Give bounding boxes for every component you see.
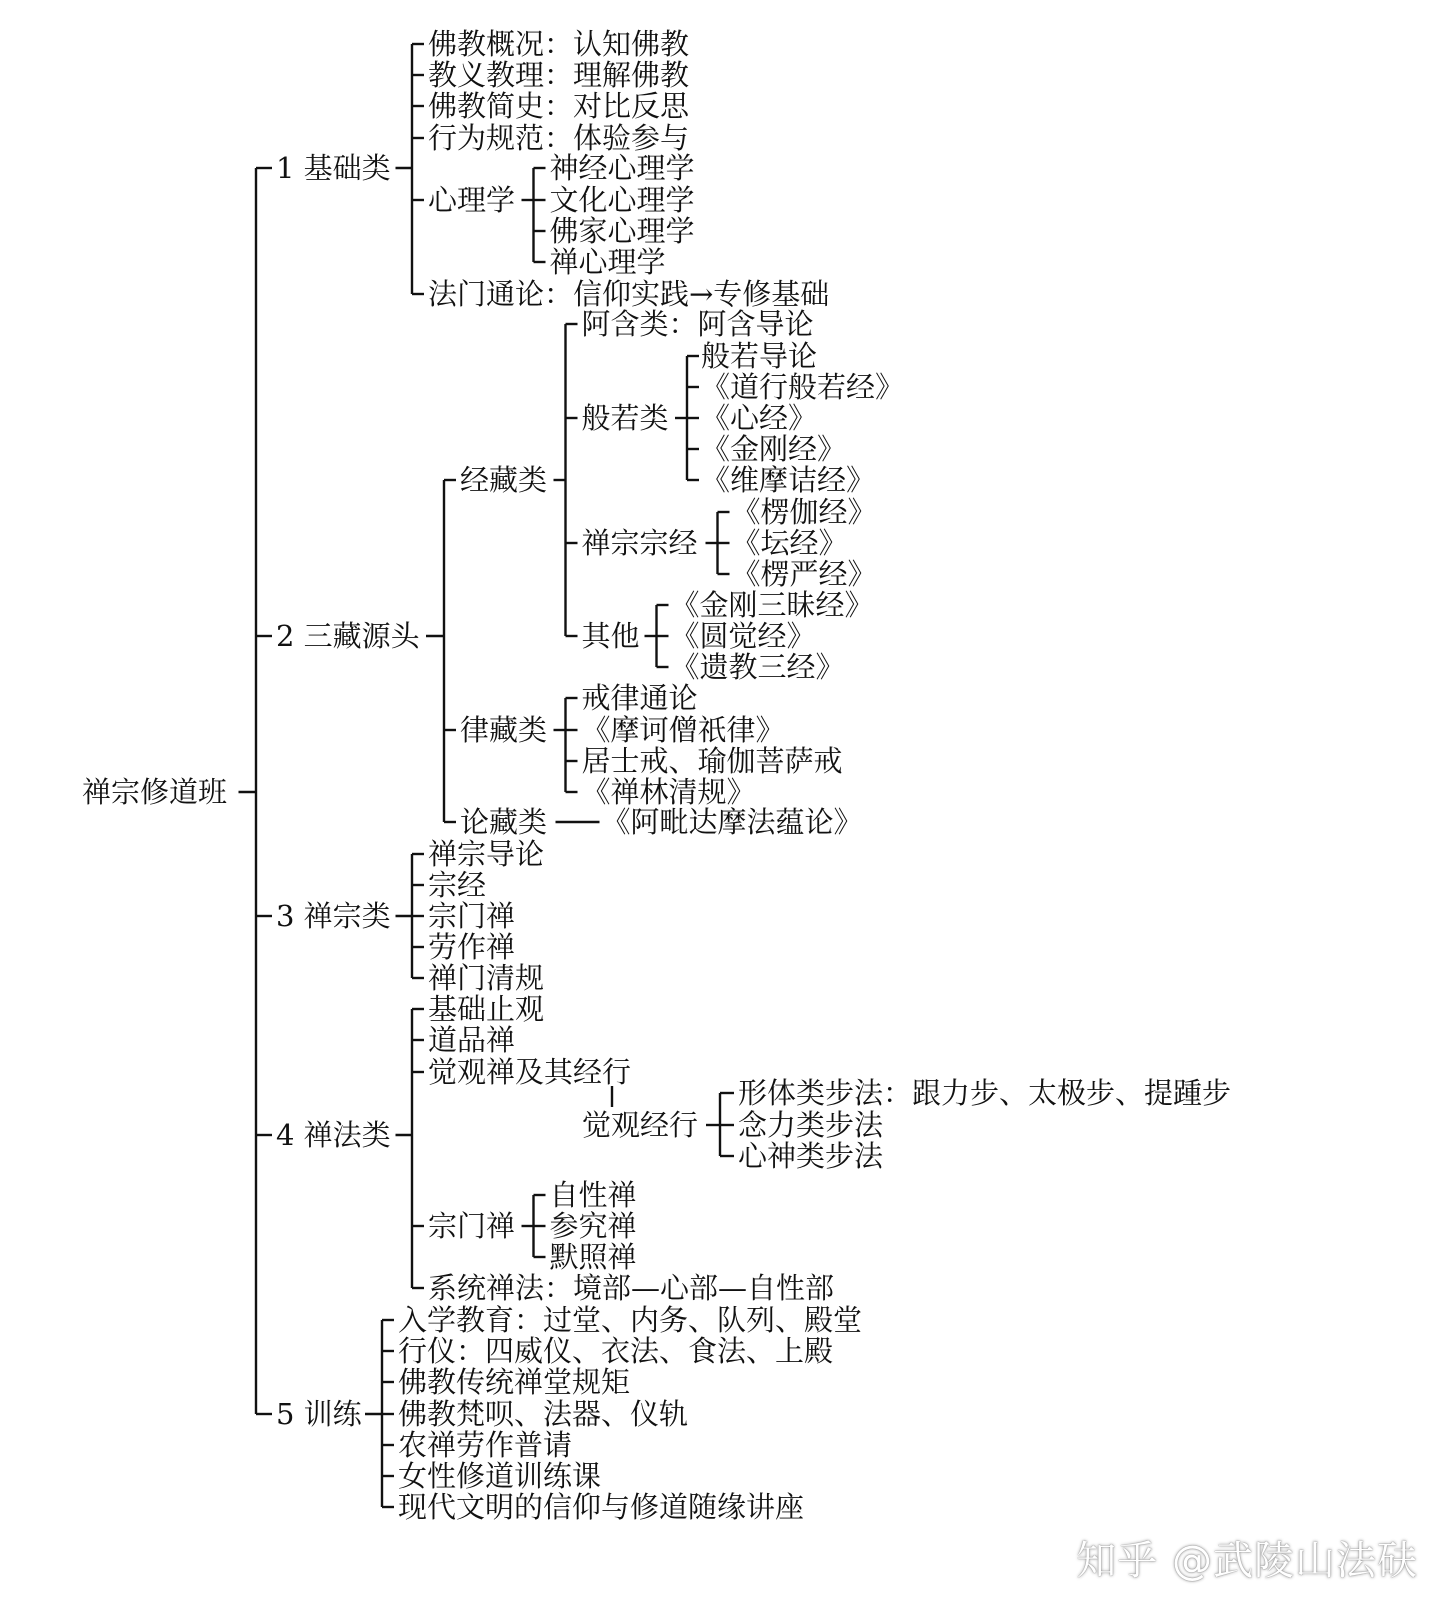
branch-1-item-6: 法门通论：信仰实践→专修基础 (428, 277, 830, 311)
root-node: 禅宗修道班 (82, 775, 228, 809)
method-item-2: 道品禅 (428, 1023, 516, 1057)
branch-1-item-5: 心理学 (428, 183, 516, 217)
vinaya-item-4: 《禅林清规》 (581, 775, 756, 809)
psychology-item-3: 佛家心理学 (549, 214, 695, 248)
branch-1-item-1: 佛教概况：认知佛教 (428, 27, 690, 61)
abhidharma-item-1: 《阿毗达摩法蕴论》 (601, 805, 863, 839)
zongmen-item-1: 自性禅 (549, 1178, 637, 1212)
branch-5-node: 5 训练 (276, 1397, 362, 1431)
sutra-4-1: 《金刚三昧经》 (670, 588, 874, 622)
vinaya-item-3: 居士戒、瑜伽菩萨戒 (581, 744, 843, 778)
branch-1-item-4: 行为规范：体验参与 (428, 121, 690, 155)
branch-3-node: 3 禅宗类 (276, 899, 391, 933)
branch-1-item-3: 佛教简史：对比反思 (428, 89, 690, 123)
branch-2-node: 2 三藏源头 (276, 619, 420, 653)
training-item-2: 行仪：四威仪、衣法、食法、上殿 (398, 1334, 834, 1368)
branch-1-item-2: 教义教理：理解佛教 (428, 58, 690, 92)
vinaya-item-1: 戒律通论 (581, 681, 698, 715)
sutra-group-4: 其他 (581, 619, 640, 653)
zongmen-item-3: 默照禅 (549, 1240, 637, 1274)
branch-4-node: 4 禅法类 (276, 1118, 391, 1152)
walking-item-3: 心神类步法 (738, 1139, 884, 1173)
psychology-item-2: 文化心理学 (549, 183, 695, 217)
walking-item-1: 形体类步法：跟力步、太极步、提踵步 (738, 1076, 1232, 1110)
method-item-5: 系统禅法：境部—心部—自性部 (428, 1271, 835, 1305)
training-item-7: 现代文明的信仰与修道随缘讲座 (398, 1490, 805, 1524)
tripitaka-3: 论藏类 (460, 805, 548, 839)
training-item-4: 佛教梵呗、法器、仪轨 (398, 1397, 689, 1431)
chan-item-1: 禅宗导论 (428, 837, 545, 871)
sutra-3-1: 《楞伽经》 (731, 495, 877, 529)
sutra-2-5: 《维摩诘经》 (701, 463, 876, 497)
sutra-2-4: 《金刚经》 (701, 432, 847, 466)
sutra-group-1: 阿含类：阿含导论 (581, 307, 814, 341)
psychology-item-1: 神经心理学 (549, 151, 695, 185)
sutra-group-3: 禅宗宗经 (581, 526, 698, 560)
training-item-1: 入学教育：过堂、内务、队列、殿堂 (398, 1303, 863, 1337)
sutra-3-2: 《坛经》 (731, 526, 848, 560)
zongmen-item-2: 参究禅 (549, 1209, 637, 1243)
chan-item-2: 宗经 (428, 868, 487, 902)
chan-item-5: 禅门清规 (428, 961, 545, 995)
sutra-4-2: 《圆觉经》 (670, 619, 816, 653)
psychology-item-4: 禅心理学 (549, 245, 666, 279)
vinaya-item-2: 《摩诃僧祇律》 (581, 713, 785, 747)
branch-1-node: 1 基础类 (276, 151, 391, 185)
tripitaka-1: 经藏类 (460, 463, 548, 497)
sutra-2-2: 《道行般若经》 (701, 370, 905, 404)
chan-item-3: 宗门禅 (428, 899, 516, 933)
training-item-3: 佛教传统禅堂规矩 (398, 1365, 631, 1399)
watermark: 知乎 @武陵山法砆 (1076, 1538, 1418, 1584)
chan-item-4: 劳作禅 (428, 930, 516, 964)
method-item-3: 觉观禅及其经行 (428, 1055, 632, 1089)
sutra-group-2: 般若类 (581, 401, 669, 435)
sutra-4-3: 《遗教三经》 (670, 650, 845, 684)
sutra-3-3: 《楞严经》 (731, 557, 877, 591)
training-item-6: 女性修道训练课 (398, 1459, 602, 1493)
walking-item-2: 念力类步法 (738, 1108, 884, 1142)
method-item-1: 基础止观 (428, 992, 545, 1026)
training-item-5: 农禅劳作普请 (398, 1428, 573, 1462)
sutra-2-3: 《心经》 (701, 401, 818, 435)
sutra-2-1: 般若导论 (701, 339, 818, 373)
walking-node: 觉观经行 (582, 1108, 699, 1142)
tripitaka-2: 律藏类 (460, 713, 548, 747)
method-item-4: 宗门禅 (428, 1209, 516, 1243)
